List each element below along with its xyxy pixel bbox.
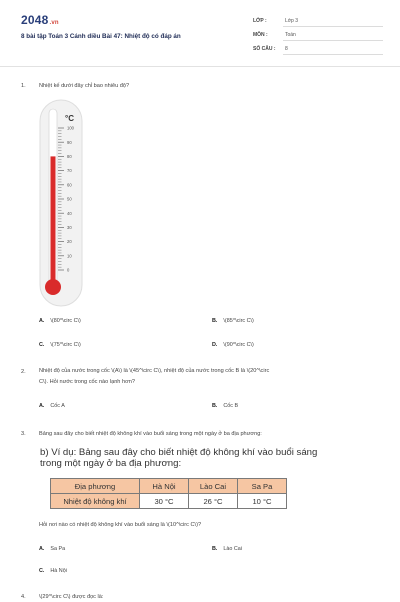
table-header-cell: Sa Pa xyxy=(238,479,287,494)
header-divider xyxy=(0,66,400,67)
table-caption: b) Ví dụ: Bảng sau đây cho biết nhiệt độ không khí vào buổi sáng trong một ngày ở ba địa phương: xyxy=(40,447,318,469)
question-2-text-line1: Nhiệt độ của nước trong cốc \(A\) là \(45^\circ C\), nhiệt độ của nước trong cốc B là \(20^\circ xyxy=(39,368,270,374)
tick-label: 60 xyxy=(67,182,72,188)
document-title: 8 bài tập Toán 3 Cánh diều Bài 47: Nhiệt độ có đáp án xyxy=(21,33,181,40)
question-1-option-b[interactable] xyxy=(212,318,254,324)
tick-label: 10 xyxy=(67,253,72,259)
tick-label: 0 xyxy=(67,267,70,273)
question-1-option-d[interactable] xyxy=(212,342,254,348)
tick-label: 50 xyxy=(67,196,72,202)
question-1-number: 1. xyxy=(21,83,26,89)
option-label: A. xyxy=(39,318,45,324)
meta-key: LỚP : xyxy=(253,18,267,24)
option-text: \(85^\circ C\) xyxy=(223,318,254,324)
temperature-table-image xyxy=(40,447,318,513)
table-header-cell: Địa phương xyxy=(51,479,140,494)
option-label: C. xyxy=(39,568,45,574)
option-text: Sa Pa xyxy=(50,546,66,552)
option-label: B. xyxy=(212,403,218,409)
logo-suffix: .vn xyxy=(49,20,59,26)
option-text: \(90^\circ C\) xyxy=(223,342,254,348)
table-header-cell: Hà Nội xyxy=(140,479,189,494)
question-2-option-b[interactable] xyxy=(212,403,238,409)
tick-label: 90 xyxy=(67,139,72,145)
question-3-text: Bảng sau đây cho biết nhiệt độ không khí vào buổi sáng trong một ngày ở ba địa phương: xyxy=(39,431,262,437)
table-cell: 30 °C xyxy=(140,494,189,509)
option-label: C. xyxy=(39,342,45,348)
meta-underline xyxy=(283,26,383,27)
question-3-number: 3. xyxy=(21,431,26,437)
tick-label: 70 xyxy=(67,168,72,174)
option-label: D. xyxy=(212,342,218,348)
meta-underline xyxy=(283,54,383,55)
table-cell: 26 °C xyxy=(189,494,238,509)
option-label: A. xyxy=(39,403,45,409)
question-2-text-line2: C\). Hỏi nước trong cốc nào lạnh hơn? xyxy=(39,379,135,385)
logo-text: 2048 xyxy=(21,13,49,27)
option-label: A. xyxy=(39,546,45,552)
question-3-question: Hỏi nơi nào có nhiệt độ không khí vào buổi sáng là \(10^\circ C\)? xyxy=(39,522,202,528)
thermometer-bulb xyxy=(45,279,61,295)
option-label: B. xyxy=(212,318,218,324)
table-header-cell: Lào Cai xyxy=(189,479,238,494)
question-2-number: 2. xyxy=(21,369,26,375)
thermometer-unit: °C xyxy=(65,114,74,123)
tick-label: 20 xyxy=(67,239,72,245)
question-4-text: \(29^\circ C\) được đọc là: xyxy=(39,594,104,600)
question-3-option-c[interactable] xyxy=(39,568,67,574)
option-text: Cốc B xyxy=(223,403,239,409)
question-1-option-c[interactable] xyxy=(39,342,81,348)
thermometer-figure xyxy=(39,99,83,307)
meta-value: Toán xyxy=(285,32,296,38)
question-3-option-a[interactable] xyxy=(39,546,65,552)
meta-key: SỐ CÂU : xyxy=(253,46,276,52)
site-logo[interactable] xyxy=(21,13,59,27)
tick-label: 30 xyxy=(67,225,72,230)
table-cell: 10 °C xyxy=(238,494,287,509)
meta-value: 8 xyxy=(285,46,288,52)
option-text: \(80^\circ C\) xyxy=(50,318,81,324)
question-2-option-a[interactable] xyxy=(39,403,65,409)
option-text: Hà Nội xyxy=(50,568,67,574)
question-1-option-a[interactable] xyxy=(39,318,81,324)
meta-key: MÔN : xyxy=(253,32,268,38)
tick-label: 80 xyxy=(67,154,72,159)
option-text: Cốc A xyxy=(50,403,65,409)
question-4-number: 4. xyxy=(21,594,26,600)
tick-label: 40 xyxy=(67,210,72,216)
table-row xyxy=(51,494,287,509)
thermometer-mercury xyxy=(51,156,56,285)
option-label: B. xyxy=(212,546,218,552)
temperature-table xyxy=(50,478,287,509)
table-header-row xyxy=(51,479,287,494)
meta-value: Lớp 3 xyxy=(285,18,299,24)
question-1-text: Nhiệt kế dưới đây chỉ bao nhiêu độ? xyxy=(39,83,130,89)
question-3-option-b[interactable] xyxy=(212,546,242,552)
page-header xyxy=(0,0,400,66)
option-text: \(75^\circ C\) xyxy=(50,342,81,348)
table-cell: Nhiệt độ không khí xyxy=(51,494,140,509)
tick-label: 100 xyxy=(67,125,74,131)
meta-underline xyxy=(283,40,383,41)
option-text: Lào Cai xyxy=(223,546,242,552)
